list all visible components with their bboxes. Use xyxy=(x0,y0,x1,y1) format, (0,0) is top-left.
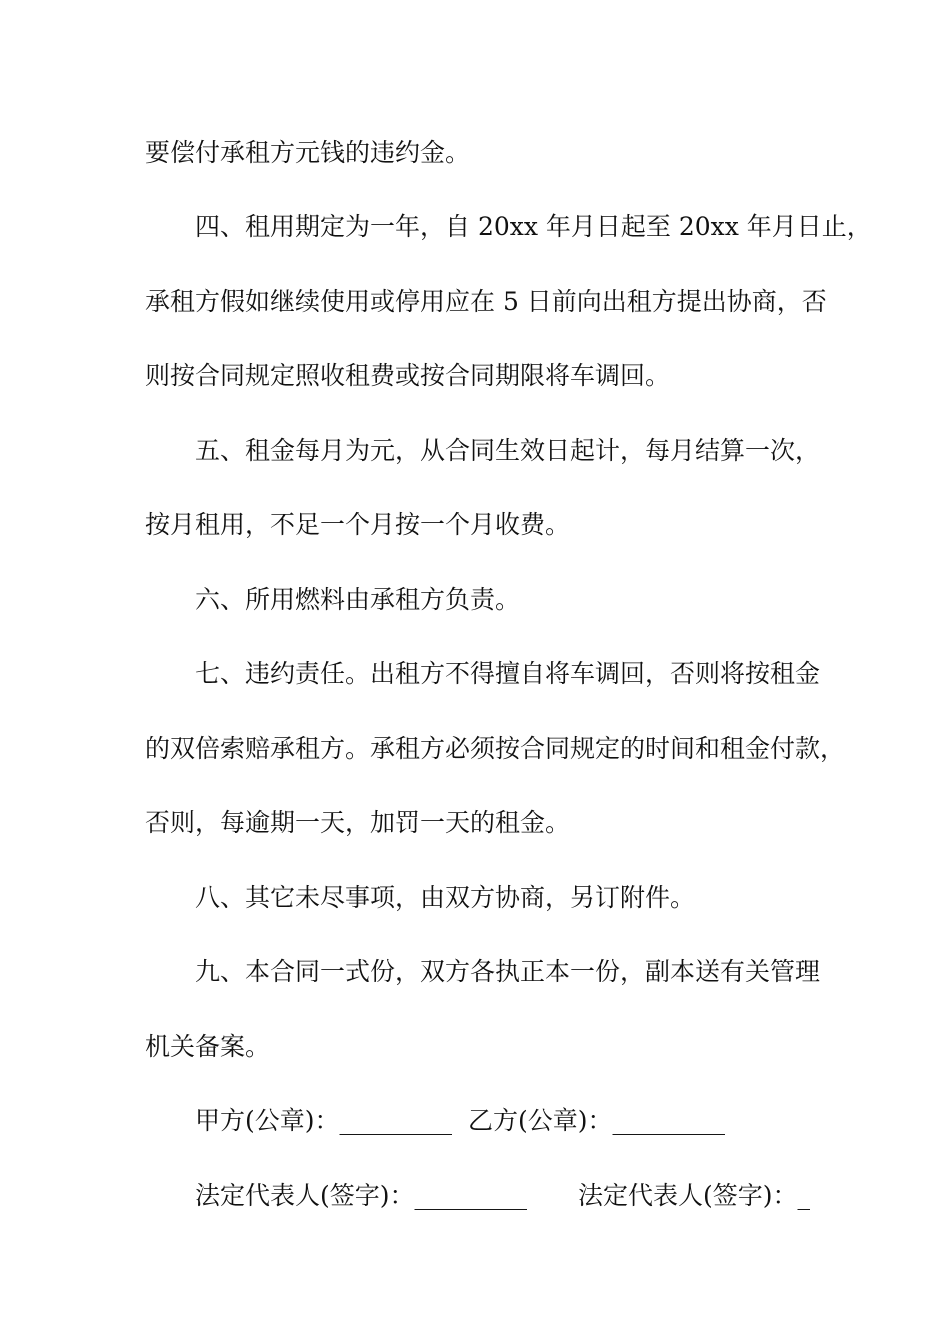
party-a-seal-field: 甲方(公章)：_________ xyxy=(195,1106,453,1135)
clause-9-line-1: 九、本合同一式份，双方各执正本一份，副本送有关管理 xyxy=(195,957,821,986)
clause-4-line-1: 四、租用期定为一年，自 20xx 年月日起至 20xx 年月日止， xyxy=(195,212,872,241)
party-a-representative-field: 法定代表人(签字)：_________ xyxy=(195,1181,528,1210)
clause-6-line-1: 六、所用燃料由承租方负责。 xyxy=(195,585,521,614)
clause-9-line-2: 机关备案。 xyxy=(145,1032,271,1061)
paragraph-line: 要偿付承租方元钱的违约金。 xyxy=(145,138,471,167)
clause-7-line-1: 七、违约责任。出租方不得擅自将车调回，否则将按租金 xyxy=(195,659,821,688)
clause-4-line-2: 承租方假如继续使用或停用应在 5 日前向出租方提出协商，否 xyxy=(145,287,827,316)
clause-5-line-1: 五、租金每月为元，从合同生效日起计，每月结算一次， xyxy=(195,436,821,465)
clause-4-line-3: 则按合同规定照收租费或按合同期限将车调回。 xyxy=(145,361,671,390)
clause-7-line-2: 的双倍索赔承租方。承租方必须按合同规定的时间和租金付款， xyxy=(145,734,846,763)
party-b-seal-field: 乙方(公章)：_________ xyxy=(468,1106,726,1135)
clause-8-line-1: 八、其它未尽事项，由双方协商，另订附件。 xyxy=(195,883,696,912)
clause-5-line-2: 按月租用，不足一个月按一个月收费。 xyxy=(145,510,571,539)
party-b-representative-field: 法定代表人(签字)：_ xyxy=(578,1181,811,1210)
clause-7-line-3: 否则，每逾期一天，加罚一天的租金。 xyxy=(145,808,571,837)
